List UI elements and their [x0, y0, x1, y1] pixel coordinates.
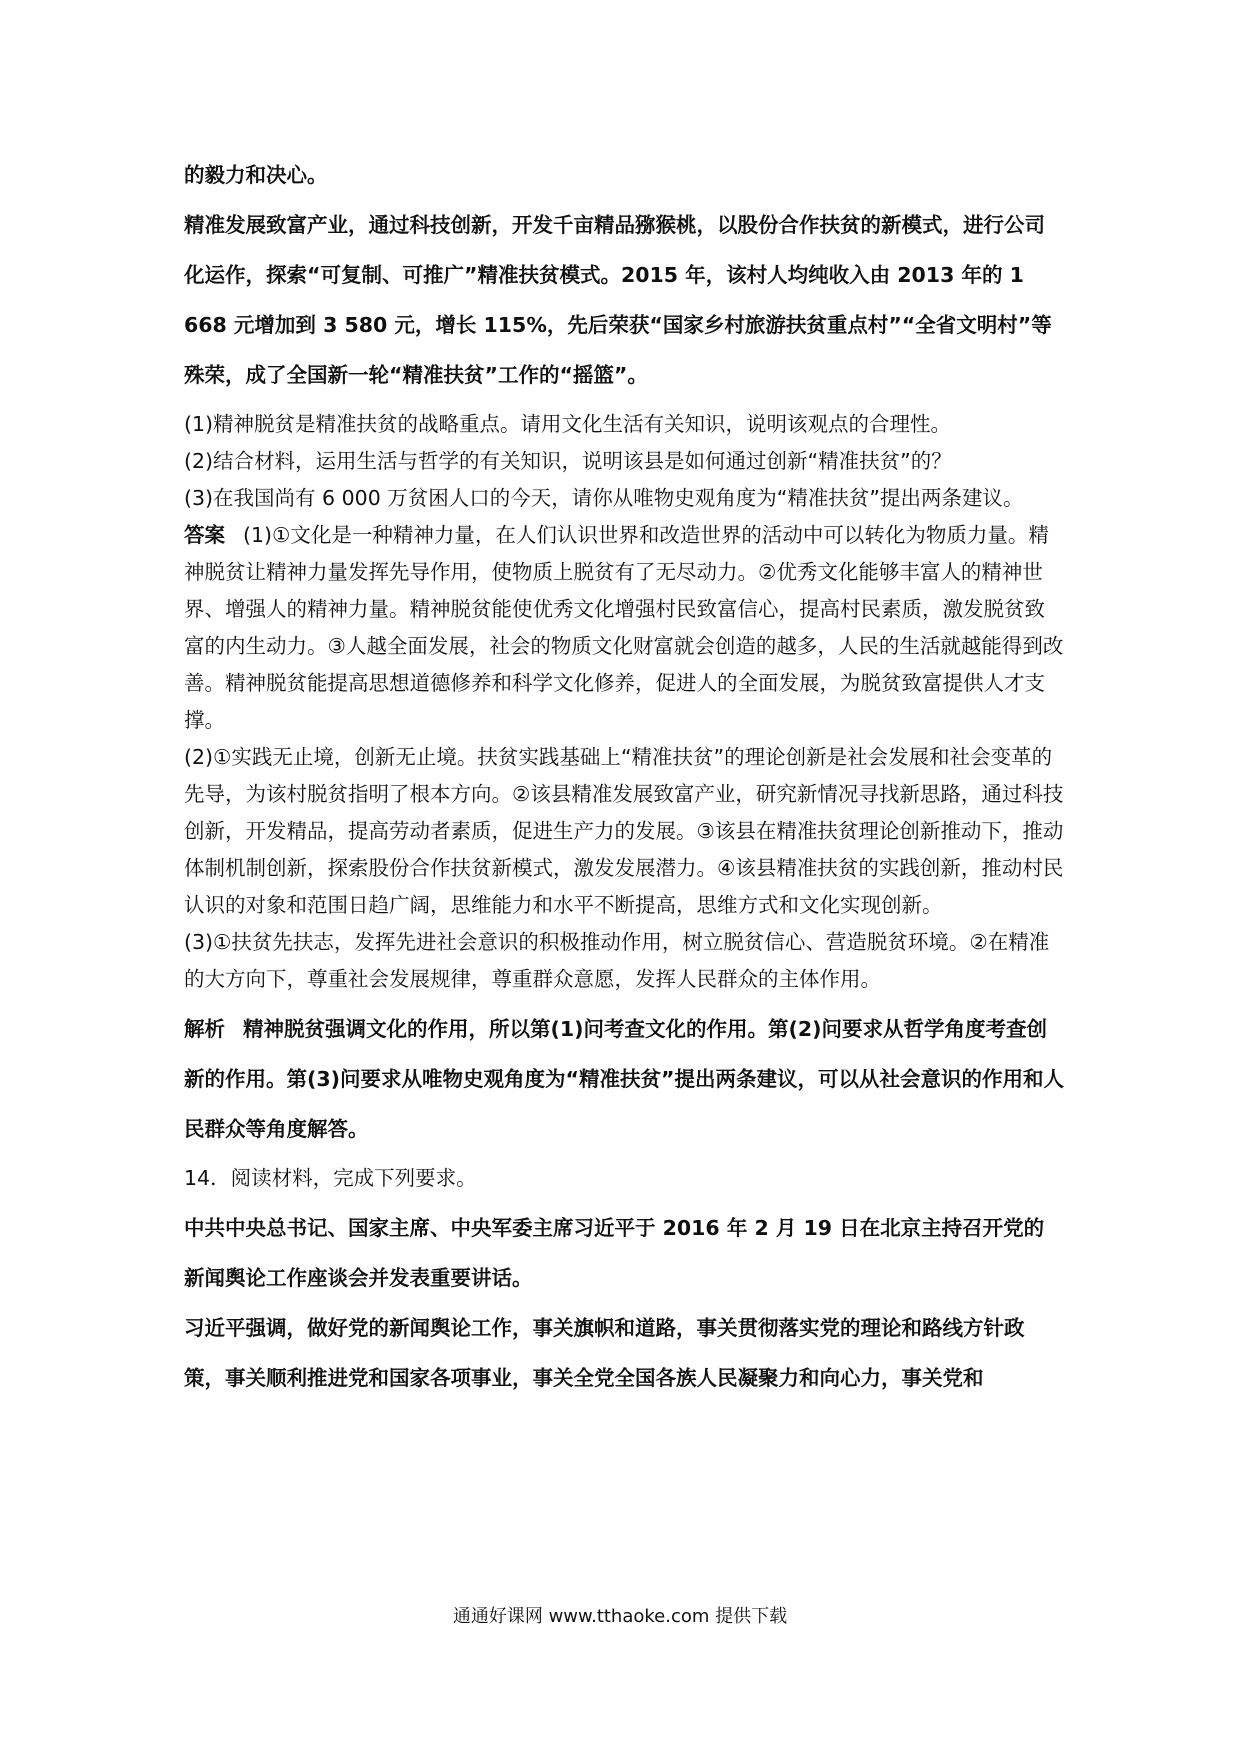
analysis-label: 解析: [184, 1017, 225, 1041]
question-14-heading: 14．阅读材料，完成下列要求。: [184, 1166, 477, 1190]
material-paragraph-1: 精准发展致富产业，通过科技创新，开发千亩精品猕猴桃，以股份合作扶贫的新模式，进行公司化运作，探索“可复制、可推广”精准扶贫模式。2015 年，该村人均纯收入由 2013 年的 1 668 元增加到 3 580 元，增长 115%，先后荣获“国家乡村旅游扶贫重点村”“全省文明村”等殊荣，成了全国新一轮“精准扶贫”工作的“摇篮”。: [184, 213, 1052, 387]
answer-label: 答案: [184, 523, 225, 547]
material-paragraph-0: 的毅力和决心。: [184, 163, 328, 187]
answer-1-text: (1)①文化是一种精神力量，在人们认识世界和改造世界的活动中可以转化为物质力量。精神脱贫让精神力量发挥先导作用，使物质上脱贫有了无尽动力。②优秀文化能够丰富人的精神世界、增强人的精神力量。精神脱贫能使优秀文化增强村民致富信心，提高村民素质，激发脱贫致富的内生动力。③人越全面发展，社会的物质文化财富就会创造的越多，人民的生活就越能得到改善。精神脱贫能提高思想道德修养和科学文化修养，促进人的全面发展，为脱贫致富提供人才支撑。: [184, 523, 1064, 732]
answer-part-2: (2)①实践无止境，创新无止境。扶贫实践基础上“精准扶贫”的理论创新是社会发展和社会变革的先导，为该村脱贫指明了根本方向。②该县精准发展致富产业，研究新情况寻找新思路，通过科技创新，开发精品，提高劳动者素质，促进生产力的发展。③该县在精准扶贫理论创新推动下，推动体制机制创新，探索股份合作扶贫新模式，激发发展潜力。④该县精准扶贫的实践创新，推动村民认识的对象和范围日趋广阔，思维能力和水平不断提高，思维方式和文化实现创新。: [184, 745, 1064, 917]
question-1: (1)精神脱贫是精准扶贫的战略重点。请用文化生活有关知识，说明该观点的合理性。: [184, 412, 952, 436]
question-14-material-1: 中共中央总书记、国家主席、中央军委主席习近平于 2016 年 2 月 19 日在北京主持召开党的新闻舆论工作座谈会并发表重要讲话。: [184, 1216, 1045, 1290]
question-14-material-2: 习近平强调，做好党的新闻舆论工作，事关旗帜和道路，事关贯彻落实党的理论和路线方针政策，事关顺利推进党和国家各项事业，事关全党全国各族人民凝聚力和向心力，事关党和: [184, 1316, 1025, 1390]
answer-part-3: (3)①扶贫先扶志，发挥先进社会意识的积极推动作用，树立脱贫信心、营造脱贫环境。②在精准的大方向下，尊重社会发展规律，尊重群众意愿，发挥人民群众的主体作用。: [184, 930, 1050, 991]
document-page: [184, 150, 1064, 1403]
footer-download-notice: 通通好课网 www.tthaoke.com 提供下载: [452, 1606, 788, 1627]
question-2: (2)结合材料，运用生活与哲学的有关知识，说明该县是如何通过创新“精准扶贫”的？: [184, 449, 952, 473]
answer-part-1: [184, 517, 1064, 739]
question-3: (3)在我国尚有 6 000 万贫困人口的今天，请你从唯物史观角度为“精准扶贫”提出两条建议。: [184, 486, 1024, 510]
analysis-text: 精神脱贫强调文化的作用，所以第(1)问考查文化的作用。第(2)问要求从哲学角度考查创新的作用。第(3)问要求从唯物史观角度为“精准扶贫”提出两条建议，可以从社会意识的作用和人民群众等角度解答。: [184, 1017, 1064, 1141]
analysis-paragraph: [184, 1004, 1064, 1154]
